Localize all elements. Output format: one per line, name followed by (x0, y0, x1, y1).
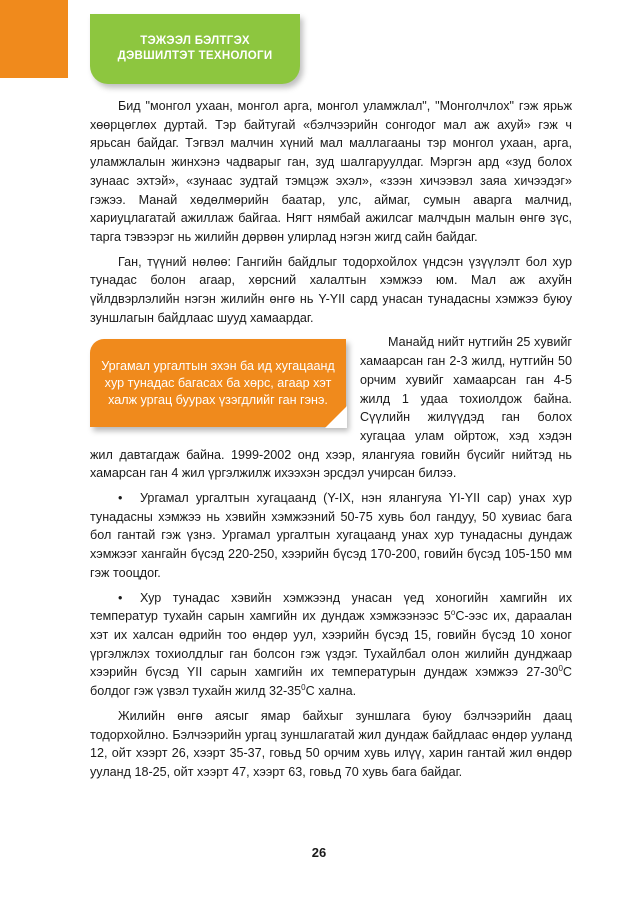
page-number: 26 (311, 845, 327, 860)
bullet-item-1-text: Ургамал ургалтын хугацаанд (Y-IX, нэн ялангуяа YI-YII сар) унах хур тунадасны хэмжээ нь хэвийн хэмжээний 50-75 хувь бол гандуу, 50 хувиас бага бол гантай гэж үзнэ. Ургамал ургалтын хугацаанд унах хур тунадасны дундаж хэмжээг хангайн бүсэд 220-250, хээрийн бүсэд 170-200, говийн бүсэд 105-150 мм гэж тооцдог. (90, 491, 572, 580)
paragraph-2: Ган, түүний нөлөө: Гангийн байдлыг тодорхойлох үндсэн үзүүлэлт бол хур тунадас болон агаар, хөрсний халалтын хэмжээ юм. Мал аж ахуйн үйлдвэрлэлийн нэгэн жилийн өнгө нь Y-YII сард унасан тунадасны хэмжээ буюу зуншлагын байдлаас шууд хамаардаг. (90, 254, 572, 325)
page-body (90, 97, 572, 788)
bullet-item-2-text-a: Хур тунадас хэвийн хэмжээнд унасан үед хоногийн хамгийн их температур тухайн сарын хамгийн их дундаж хэмжээнээс 5 (90, 590, 572, 624)
callout-box (90, 339, 346, 427)
superscript-degree-1: о (450, 608, 456, 618)
bullet-item-1 (90, 489, 572, 583)
bullet-item-2-text-c: С болдог гэж үзвэл тухайн жилд 32-35 (90, 665, 572, 699)
header-line-1: ТЭЖЭЭЛ БЭЛТГЭХ (140, 35, 250, 47)
header-line-2: ДЭВШИЛТЭТ ТЕХНОЛОГИ (117, 50, 273, 62)
paragraph-3: Манайд нийт нутгийн 25 хувийг хамаарсан ган 2-3 жилд, нутгийн 50 орчим хувийг хамаарсан ган 4-5 жилд 1 удаа тохиолдож байна. Сүүлийн жилүүдэд ган болох хугацаа улам ойртож, хэд хэдэн жил давтагдаж байна. 1999-2002 онд хээр, ялангуяа говийн бүсийг нийтэд нь хамарсан ган 4 жил үргэлжилж ихээхэн эрсдэл учирсан билээ. (90, 335, 572, 481)
callout-text: Ургамал ургалтын эхэн ба ид хугацаанд хур тунадас багасах ба хөрс, агаар хэт халж ургац буурах үзэгдлийг ган гэнэ. (101, 358, 335, 407)
superscript-degree-3: 0 (301, 682, 306, 692)
superscript-degree-2: 0 (558, 664, 563, 674)
paragraph-4: Жилийн өнгө аясыг ямар байхыг зуншлага буюу бэлчээрийн даац тодорхойлно. Бэлчээрийн ургац зуншлагатай жил дундаж байдлаас өндөр ууланд 12, ойт хээрт 26, хээрт 35-37, говьд 50 орчим хувь илүү, харин гантай жил өндөр ууланд 18-25, ойт хээрт 47, хээрт 63, говьд 70 хувь бага байдаг. (90, 708, 572, 779)
bullet-item-2-text-d: С хална. (305, 684, 357, 699)
paragraph-1: Бид "монгол ухаан, монгол арга, монгол уламжлал", "Монголчлох" гэж ярьж хөөрцөглөх дуртай. Тэр байтугай «бэлчээрийн сонгодог мал аж ахуй» гэж ч ярьсан байдаг. Тэгвэл малчин хүний мал маллагааны тэр монгол ухаан, арга, уламжлалын жинхэнэ чадварыг ган, зуд шалгаруулдаг. Мэргэн ард «зуд болох зунаас эхтэй», «зунаас зудтай тэмцэж эхэл», «зээн хичээвэл заяа хичээдэг» гэжээ. Манай хөдөлмөрийн баатар, улс, аймаг, сумын аварга малчид, хариуцлагатай ажиллаж байгаа. Нягт нямбай ажилсаг малчдын малын өнгө зүс, тарга тэвээрэг нь жилийн дөрвөн улирлад нэгэн жигд сайн байдаг. (90, 99, 572, 244)
section-header-tab (90, 14, 300, 84)
definition-callout (90, 339, 346, 427)
bullet-item-2 (90, 589, 572, 701)
corner-orange-tab (0, 0, 68, 78)
bullet-item-2-text-b: С-ээс их, дараалан хэт их халсан өдрийн тоо өндөр уул, хээрийн бүсэд 15, говийн бүсэд 10 хоног үргэлжлэх тохиолдлыг ган болсон гэж үздэг. Тухайлбал олон жилийн дунджаар хээрийн бүсэд YII сарын хамгийн их температурын дундаж хэмжээ 27-30 (90, 609, 572, 680)
callout-section (90, 333, 572, 483)
